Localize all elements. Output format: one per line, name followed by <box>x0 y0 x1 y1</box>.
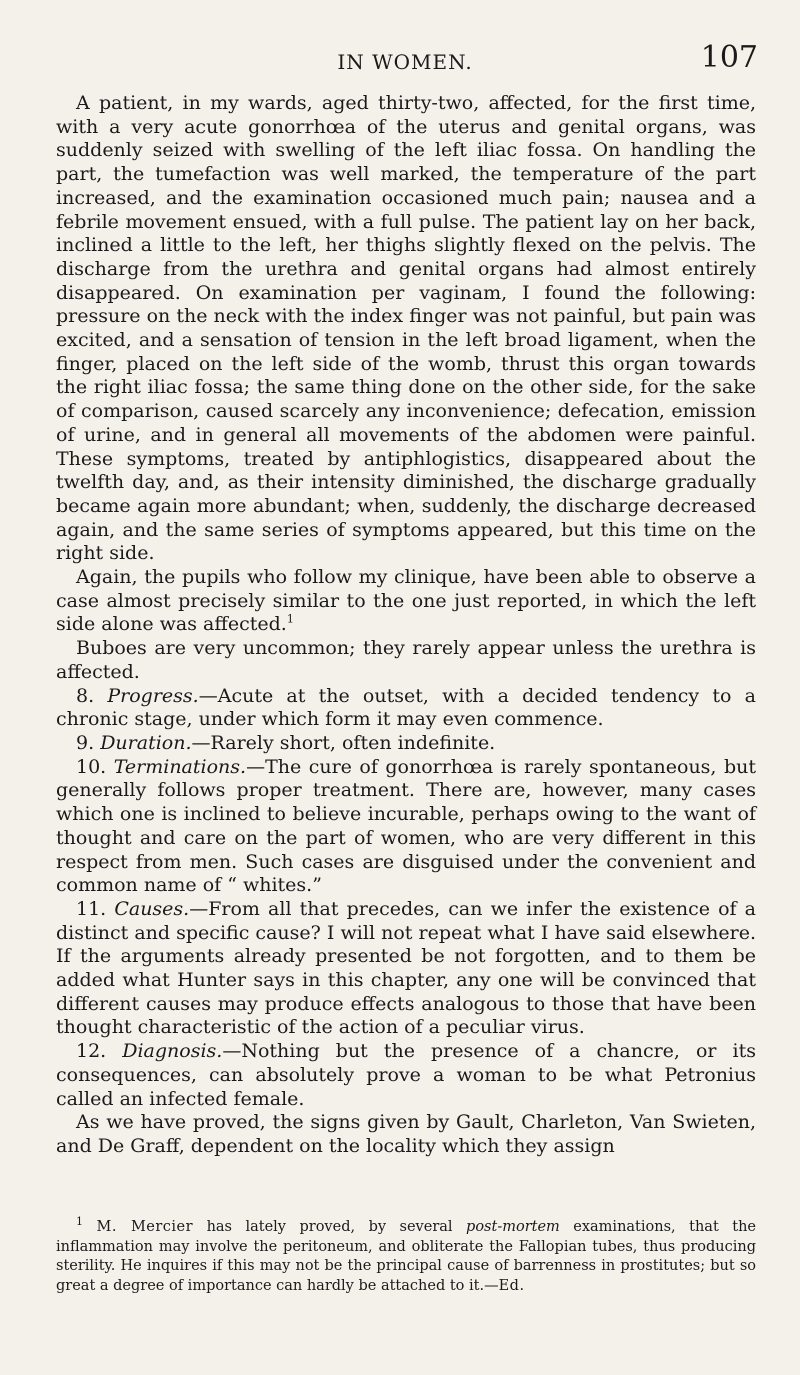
section-heading: Duration. <box>100 731 192 754</box>
paragraph: Again, the pupils who follow my clinique, have been able to observe a case almost precisely similar to the one just reported, in which the left side alone was affected.$^1$ <box>56 566 756 636</box>
paragraph: Buboes are very uncommon; they rarely appear unless the urethra is affected. <box>56 637 756 683</box>
section-progress: 8. Progress.—Acute at the outset, with a decided tendency to a chronic stage, under which form it may even commence. <box>56 684 756 731</box>
section-terminations: 10. Terminations.—The cure of gonorrhœa is rarely spontaneous, but generally follows proper treatment. There are, however, many cases which one is inclined to believe incurable, perhaps owing to the want of thought and care on the part of women, who are very different in this respect from men. Such cases are disguised under the convenient and common name of “ whites.” <box>56 755 756 897</box>
paragraph: As we have proved, the signs given by Gault, Charleton, Van Swieten, and De Graff, dependent on the locality which they assign <box>56 1111 756 1157</box>
footnote-marker: 1 <box>76 1215 83 1229</box>
section-heading: Terminations. <box>113 755 247 778</box>
section-heading: Causes. <box>114 897 190 920</box>
paragraph: A patient, in my wards, aged thirty-two, affected, for the first time, with a very acute gonorrhœa of the uterus and genital organs, was suddenly seized with swelling of the left iliac fossa. On handling the part, the tumefaction was well marked, the temperature of the part increased, and the examination occasioned much pain; nausea and a febrile movement ensued, with a full pulse. The patient lay on her back, inclined a little to the left, her thighs slightly flexed on the pelvis. The discharge from the urethra and genital organs had almost entirely disappeared. On examination per vaginam, I found the following: pressure on the neck with the index finger was not painful, but pain was excited, and a sensation of tension in the left broad ligament, when the finger, placed on the left side of the womb, thrust this organ towards the right iliac fossa; the same thing done on the other side, for the sake of comparison, caused scarcely any inconvenience; defecation, emission of urine, and in general all movements of the abdomen were painful. These symptoms, treated by antiphlogistics, disappeared about the twelfth day, and, as their intensity diminished, the discharge gradually became again more abundant; when, suddenly, the discharge decreased again, and the same series of symptoms appeared, but this time on the right side. <box>56 92 756 565</box>
page-header <box>52 40 758 88</box>
page-number: 107 <box>700 40 758 75</box>
running-title: IN WOMEN. <box>337 50 473 74</box>
footnote: $^1$ M. Mercier has lately proved, by several post-mortem examinations, that the inflammation may involve the peritoneum, and obliterate the Fallopian tubes, thus producing sterility. He inquires if this may not be the principal cause of barrenness in prostitutes; but so great a degree of importance can hardly be attached to it.—Ed. <box>56 1215 756 1294</box>
section-heading: Diagnosis. <box>122 1040 223 1063</box>
body-text <box>56 92 756 1159</box>
footnote-ref: 1 <box>286 613 294 627</box>
section-heading: Progress. <box>107 684 199 707</box>
section-diagnosis: 12. Diagnosis.—Nothing but the presence of a chancre, or its consequences, can absolutely prove a woman to be what Petronius called an infected female. <box>56 1040 756 1110</box>
section-causes: 11. Causes.—From all that precedes, can we infer the existence of a distinct and specific cause? I will not repeat what I have said elsewhere. If the arguments already presented be not forgotten, and to them be added what Hunter says in this chapter, any one will be convinced that different causes may produce effects analogous to those that have been thought characteristic of the action of a peculiar virus. <box>56 897 756 1039</box>
section-duration: 9. Duration.—Rarely short, often indefinite. <box>76 731 496 754</box>
